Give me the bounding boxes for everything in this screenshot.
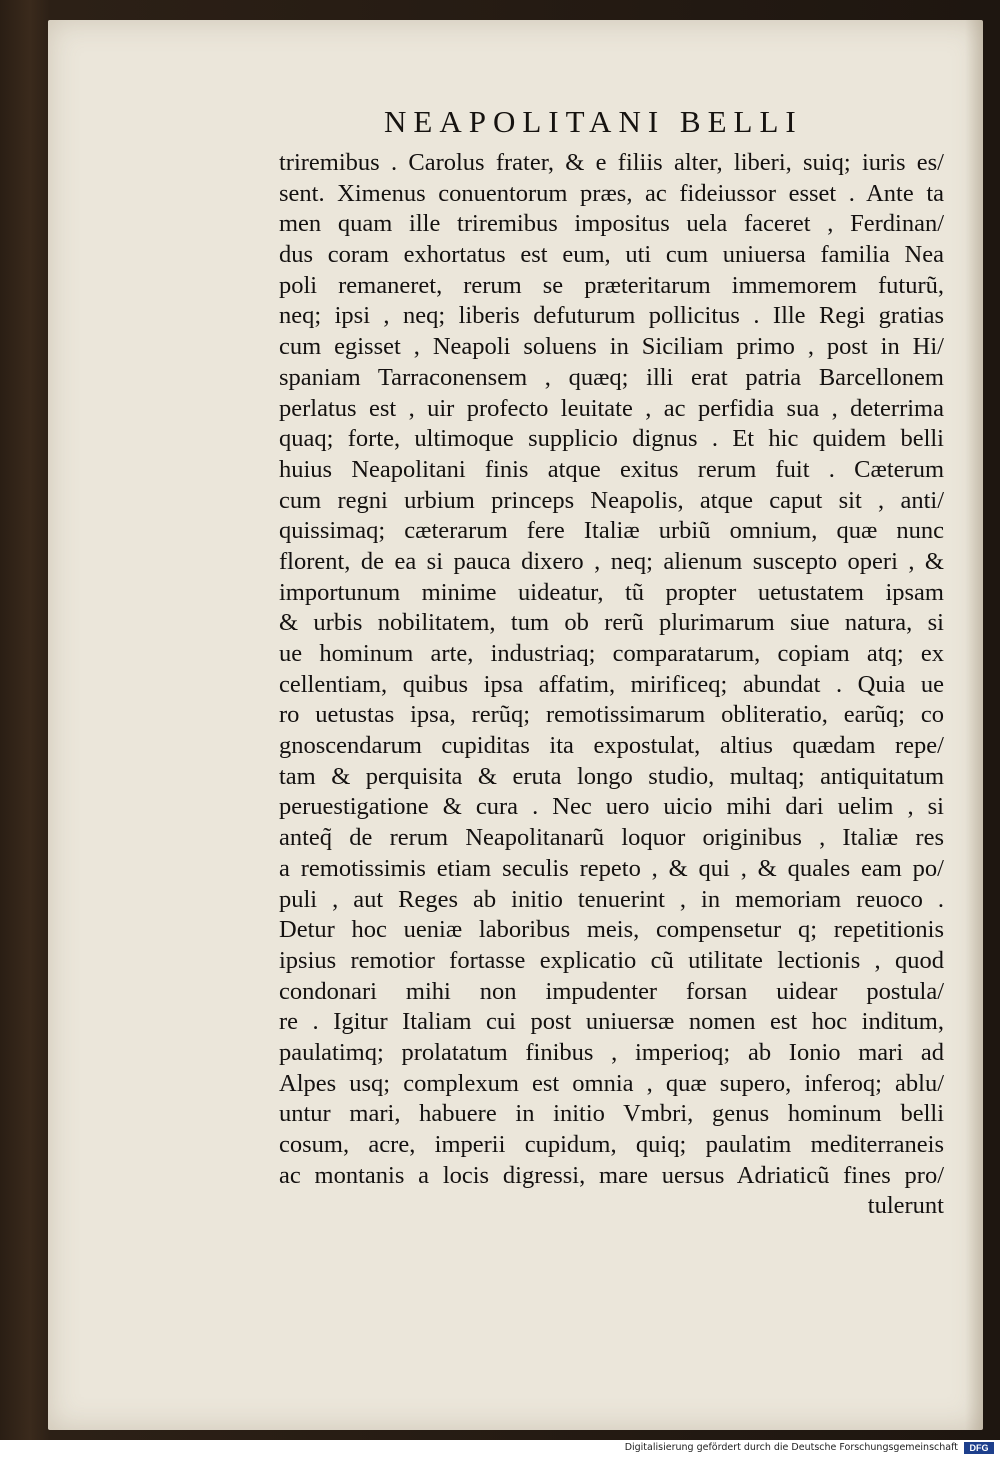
text-line: & urbis nobilitatem, tum ob rerũ plurimarum siue natura, si	[279, 609, 944, 637]
text-line: men quam ille triremibus impositus uela faceret , Ferdinan/	[279, 210, 944, 238]
text-line: cosum, acre, imperii cupidum, quiq; paulatim mediterraneis	[279, 1131, 944, 1158]
text-line: a remotissimis etiam seculis repeto , & qui , & quales eam po/	[279, 854, 944, 882]
body-text	[279, 148, 944, 1222]
text-line: condonari mihi non impudenter forsan uidear postula/	[279, 977, 944, 1005]
text-line: ac montanis a locis digressi, mare uersus Adriaticũ fines pro/	[279, 1161, 944, 1189]
text-line: anteq̃ de rerum Neapolitanarũ loquor originibus , Italiæ res	[279, 824, 944, 852]
text-line: triremibus . Carolus frater, & e filiis alter, liberi, suiq; iuris es/	[279, 149, 944, 176]
dfg-logo: DFG	[964, 1442, 994, 1454]
text-line: puli , aut Reges ab initio tenuerint , in memoriam reuoco .	[279, 885, 944, 913]
text-line: spaniam Tarraconensem , quæq; illi erat patria Barcellonem	[279, 363, 944, 391]
text-line: quissimaq; cæterarum fere Italiæ urbiũ omnium, quæ nunc	[279, 517, 944, 545]
text-line: Detur hoc ueniæ laboribus meis, compensetur q; repetitionis	[279, 916, 944, 944]
digitization-credit: Digitalisierung gefördert durch die Deutsche Forschungsgemeinschaft	[624, 1442, 958, 1453]
text-line: cum egisset , Neapoli soluens in Siciliam primo , post in Hi/	[279, 333, 944, 361]
text-line: poli remaneret, rerum se præteritarum immemorem futurũ,	[279, 271, 944, 299]
text-line: untur mari, habuere in initio Vmbri, genus hominum belli	[279, 1100, 944, 1128]
text-line: tulerunt	[867, 1192, 944, 1220]
text-line: Alpes usq; complexum est omnia , quæ supero, inferoq; ablu/	[279, 1069, 944, 1097]
text-line: importunum minime uideatur, tũ propter uetustatem ipsam	[279, 578, 944, 606]
running-head: NEAPOLITANI BELLI	[384, 104, 803, 139]
text-line: gnoscendarum cupiditas ita expostulat, altius quædam repe/	[279, 732, 944, 760]
text-line: ipsius remotior fortasse explicatio cũ utilitate lectionis , quod	[279, 946, 944, 974]
text-line: neq; ipsi , neq; liberis defuturum pollicitus . Ille Regi gratias	[279, 302, 944, 330]
text-line: peruestigatione & cura . Nec uero uicio mihi dari uelim , si	[279, 793, 944, 821]
text-line: florent, de ea si pauca dixero , neq; alienum suscepto operi , &	[279, 547, 944, 575]
text-line: paulatimq; prolatatum finibus , imperioq; ab Ionio mari ad	[279, 1038, 944, 1066]
text-line: ue hominum arte, industriaq; comparatarum, copiam atq; ex	[279, 640, 944, 667]
text-line: dus coram exhortatus est eum, uti cum uniuersa familia Nea	[279, 241, 944, 269]
text-line: re . Igitur Italiam cui post uniuersæ nomen est hoc inditum,	[279, 1008, 944, 1036]
text-line: tam & perquisita & eruta longo studio, multaq; antiquitatum	[279, 762, 944, 790]
text-line: cellentiam, quibus ipsa affatim, mirificeq; abundat . Quia ue	[279, 670, 944, 698]
text-line: sent. Ximenus conuentorum præs, ac fideiussor esset . Ante ta	[279, 179, 944, 207]
text-line: cum regni urbium princeps Neapolis, atque caput sit , anti/	[279, 486, 944, 514]
text-line: perlatus est , uir profecto leuitate , ac perfidia sua , deterrima	[279, 394, 944, 422]
text-line: huius Neapolitani finis atque exitus rerum fuit . Cæterum	[279, 455, 944, 483]
text-line: quaq; forte, ultimoque supplicio dignus . Et hic quidem belli	[279, 425, 944, 453]
text-line: ro uetustas ipsa, rerũq; remotissimarum obliteratio, earũq; co	[279, 701, 944, 729]
page-edge-shadow	[965, 20, 983, 1430]
